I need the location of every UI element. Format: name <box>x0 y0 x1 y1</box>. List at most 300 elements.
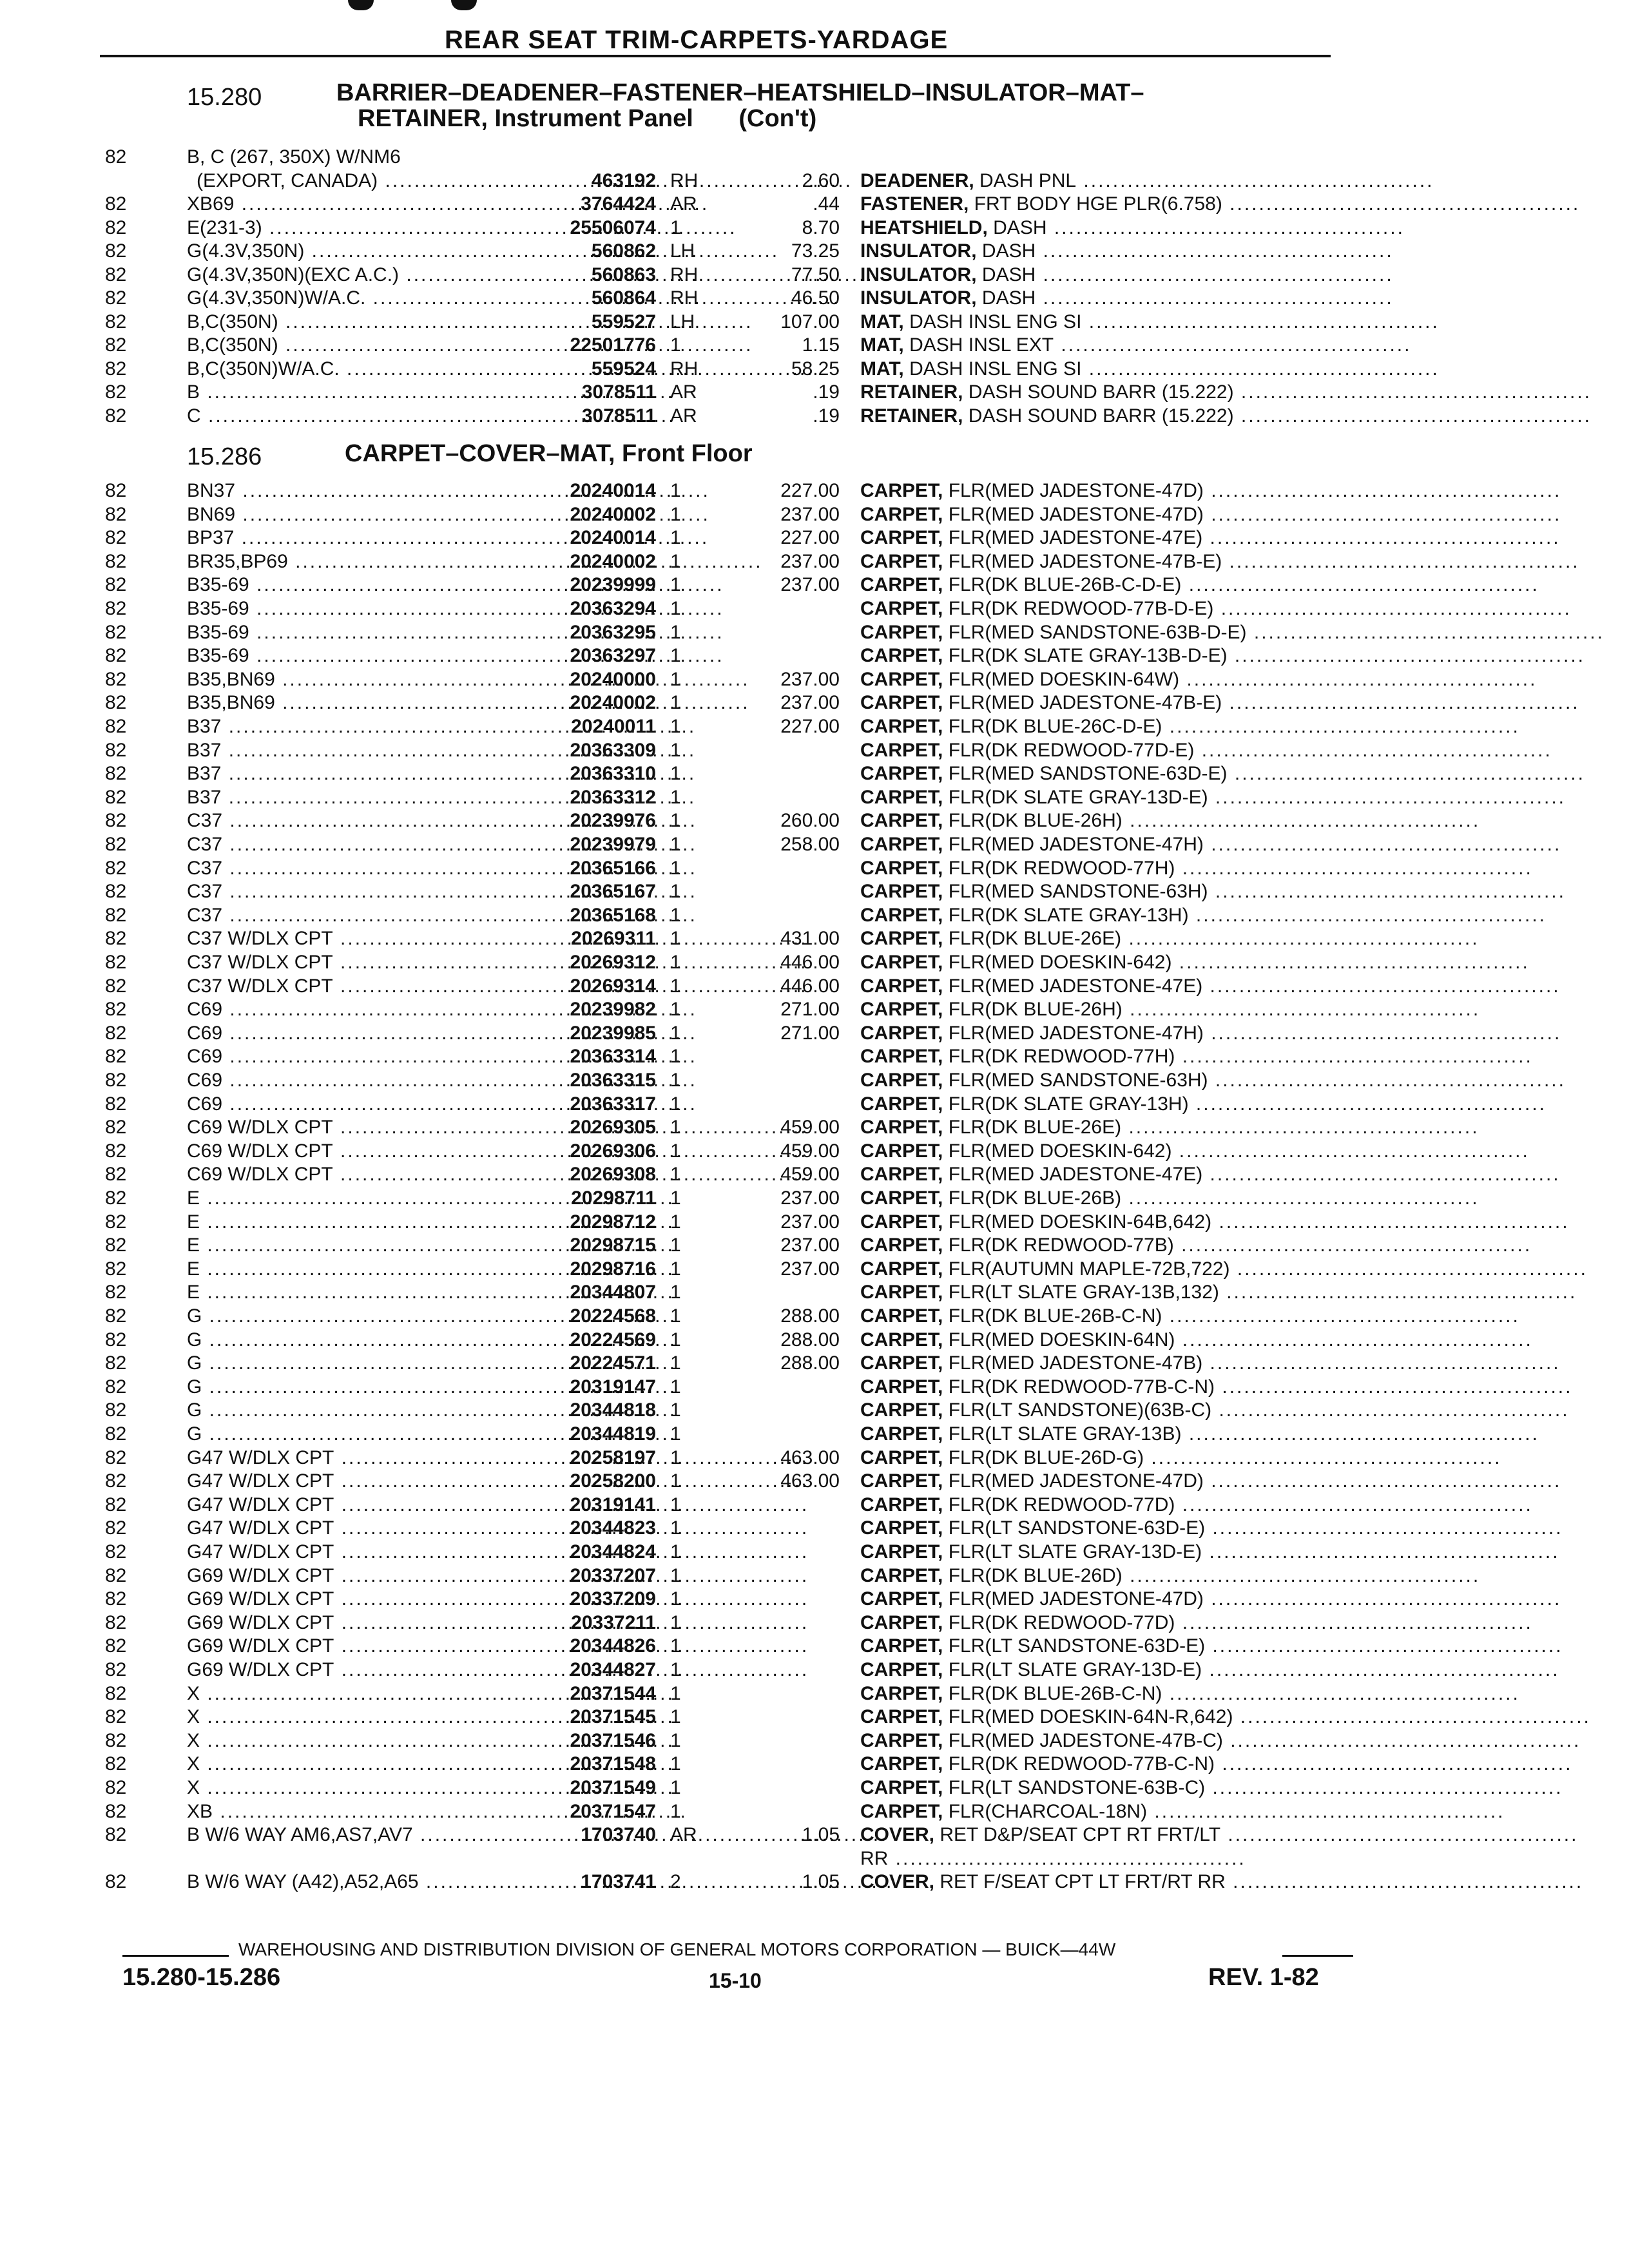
part-number: 20239999 <box>570 574 656 596</box>
model-cell <box>187 1281 528 1304</box>
table-row <box>0 1800 1629 1823</box>
item-name: CARPET, <box>860 480 943 501</box>
price: 288.00 <box>780 1352 840 1374</box>
item-description: FLR(CHARCOAL-18N) <box>948 1800 1148 1822</box>
leader-dots: ................................................ <box>1208 1070 1566 1091</box>
description-cell <box>860 1352 1561 1375</box>
model-cell <box>187 1423 528 1446</box>
leader-dots: ................................................ <box>1194 739 1552 761</box>
model-cell <box>187 1494 528 1517</box>
model-code: B37 ..... <box>187 740 696 761</box>
part-number: 20240011 <box>571 716 656 737</box>
part-number: 20240014 <box>570 480 656 501</box>
item-name: CARPET, <box>860 881 943 903</box>
table-row <box>0 1423 1629 1446</box>
part-number: 20344826 <box>570 1635 656 1657</box>
description-cell <box>860 240 1394 263</box>
page-code: 82 <box>105 193 127 215</box>
model-code: B35-69 ..... <box>187 598 724 619</box>
table-row <box>0 597 1629 620</box>
model-cell <box>187 573 528 597</box>
leader-dots: ................................................ <box>1175 1046 1533 1068</box>
item-name: CARPET, <box>860 1164 943 1186</box>
item-name: CARPET, <box>860 1777 943 1798</box>
quantity: 1 <box>670 480 681 501</box>
leader-dots: ................................................ <box>1208 881 1566 903</box>
model-code: G ..... <box>187 1399 677 1421</box>
item-name: DEADENER, <box>860 169 974 191</box>
model-cell <box>187 503 528 526</box>
section-title: BARRIER–DEADENER–FASTENER–HEATSHIELD–INSULATOR–MAT– <box>336 79 1144 106</box>
description-cell <box>860 1423 1539 1446</box>
model-cell <box>187 1800 528 1823</box>
table-row <box>0 1870 1629 1894</box>
model-cell <box>187 668 528 691</box>
description-cell <box>860 1281 1577 1304</box>
leader-dots: ................................................ <box>1181 1423 1539 1445</box>
table-row <box>0 1706 1629 1729</box>
description-cell <box>860 216 1405 240</box>
model-cell <box>187 1446 528 1470</box>
page-code: 82 <box>105 1423 127 1445</box>
model-cell <box>187 311 528 334</box>
table-row-continuation <box>0 169 1629 193</box>
leader-dots: ................................................ <box>1122 810 1481 832</box>
model-cell <box>187 1187 528 1210</box>
item-description: DASH SOUND BARR (15.222) <box>968 381 1234 403</box>
description-cell <box>860 786 1566 809</box>
model-code: B,C(350N)W/A.C. ..... <box>187 358 815 380</box>
item-name: COVER, <box>860 1871 935 1893</box>
item-description: DASH INSL ENG SI <box>909 358 1082 380</box>
table-row <box>0 573 1629 597</box>
item-description: FLR(DK REDWOOD-77B) <box>948 1235 1174 1256</box>
item-description: FLR(LT SLATE GRAY-13D-E) <box>948 1541 1202 1562</box>
part-number: 20298715 <box>570 1235 656 1256</box>
model-code: C37 ..... <box>187 905 697 926</box>
quantity: 1 <box>670 1470 681 1492</box>
model-cell <box>187 644 528 668</box>
model-code: X ..... <box>187 1777 675 1798</box>
item-name: COVER, <box>860 1824 935 1846</box>
quantity: 1 <box>670 881 681 903</box>
page-code: 82 <box>105 975 127 997</box>
table-row <box>0 1541 1629 1564</box>
model-cell <box>187 975 528 998</box>
part-number: 20298716 <box>570 1258 656 1280</box>
leader-dots: ................................................ <box>1147 1800 1505 1822</box>
item-description: FLR(DK BLUE-26E) <box>948 1117 1122 1139</box>
page-code: 82 <box>105 621 127 643</box>
quantity: 1 <box>670 928 681 950</box>
model-cell <box>187 951 528 974</box>
page-code: 82 <box>105 1117 127 1139</box>
leader-dots: ................................................ <box>1203 834 1562 855</box>
item-description: FLR(MED JADESTONE-47H) <box>948 834 1204 855</box>
description-cell <box>860 1093 1547 1116</box>
price: 8.70 <box>802 216 840 238</box>
leader-dots: ................................................ <box>1144 1446 1502 1468</box>
model-cell <box>187 1706 528 1729</box>
quantity: 1 <box>670 1800 681 1822</box>
item-description: FLR(MED DOESKIN-64W) <box>948 668 1180 690</box>
item-name: CARPET, <box>860 1800 943 1822</box>
item-description: FLR(DK BLUE-26E) <box>948 928 1122 950</box>
page-code: 82 <box>105 240 127 262</box>
item-name: INSULATOR, <box>860 240 977 262</box>
part-number: 20240000 <box>570 668 656 690</box>
quantity: 1 <box>670 574 681 596</box>
model-cell <box>187 1329 528 1352</box>
description-cell <box>860 169 1434 193</box>
quantity: 1 <box>670 1211 681 1233</box>
page-code: 82 <box>105 598 127 619</box>
part-number: 463192 <box>591 169 656 191</box>
part-number: 20363314 <box>570 1046 656 1068</box>
table-row <box>0 1517 1629 1540</box>
page-code: 82 <box>105 1187 127 1209</box>
quantity: 1 <box>670 739 681 761</box>
description-cell <box>860 1753 1573 1776</box>
page-code: 82 <box>105 645 127 667</box>
leader-dots: ................................................ <box>1227 645 1586 667</box>
quantity: 1 <box>670 1187 681 1209</box>
leader-dots: ................................................ <box>1203 503 1562 525</box>
model-code: C69 ..... <box>187 1070 697 1091</box>
quantity: RH <box>670 169 699 191</box>
page-code: 82 <box>105 146 127 168</box>
leader-dots: ................................................ <box>1202 1164 1561 1186</box>
quantity: 1 <box>670 1659 681 1680</box>
page-code: 82 <box>105 1611 127 1633</box>
table-row <box>0 1658 1629 1682</box>
part-number: 20239976 <box>570 810 656 832</box>
item-description: FLR(DK SLATE GRAY-13H) <box>948 904 1189 926</box>
item-description: FLR(MED JADESTONE-47D) <box>948 480 1204 501</box>
description-cell <box>860 573 1539 597</box>
leader-dots: ................................................ <box>1233 405 1592 427</box>
table-row <box>0 668 1629 691</box>
part-number: 20239985 <box>570 1022 656 1044</box>
model-code: C69 ..... <box>187 1093 697 1115</box>
page-code: 82 <box>105 1376 127 1398</box>
part-number: 20371546 <box>570 1729 656 1751</box>
item-name: CARPET, <box>860 1070 943 1091</box>
model-cell <box>187 1093 528 1116</box>
model-code: B35,BN69 ..... <box>187 692 750 713</box>
item-name: CARPET, <box>860 1564 943 1586</box>
leader-dots: ................................................ <box>1222 193 1581 215</box>
quantity: 1 <box>670 1046 681 1068</box>
table-row <box>0 358 1629 381</box>
model-code: B, C (267, 350X) W/NM6 <box>187 146 401 168</box>
model-code: B35,BN69 ..... <box>187 669 750 690</box>
model-cell <box>187 1399 528 1422</box>
part-number: 20344819 <box>570 1423 656 1445</box>
model-code: B37 ..... <box>187 716 696 737</box>
leader-dots: ................................................ <box>1175 1494 1533 1515</box>
item-description: DASH <box>993 216 1047 238</box>
page-code: 82 <box>105 480 127 501</box>
model-cell <box>187 1352 528 1375</box>
item-name: CARPET, <box>860 668 943 690</box>
part-number: 20269306 <box>570 1140 656 1162</box>
item-name: CARPET, <box>860 1093 943 1115</box>
description-cell <box>860 1823 1579 1847</box>
model-cell <box>187 1258 528 1281</box>
part-number: 20319147 <box>570 1376 656 1398</box>
item-name: RETAINER, <box>860 405 963 427</box>
page-code: 82 <box>105 1682 127 1704</box>
leader-dots: ................................................ <box>1162 716 1520 737</box>
description-cell <box>860 1163 1561 1186</box>
model-code: G(4.3V,350N)W/A.C. ..... <box>187 287 840 309</box>
page-code: 82 <box>105 1046 127 1068</box>
part-number: 20344824 <box>570 1541 656 1562</box>
leader-dots: ................................................ <box>1203 1022 1562 1044</box>
item-description: FLR(DK REDWOOD-77D) <box>948 1611 1175 1633</box>
section-title-cont <box>358 106 816 131</box>
price: 237.00 <box>780 1187 840 1209</box>
table-row <box>0 951 1629 974</box>
leader-dots: ................................................ <box>1121 1187 1480 1209</box>
table-row <box>0 1446 1629 1470</box>
model-code: C37 W/DLX CPT ..... <box>187 952 808 973</box>
section-title: CARPET–COVER–MAT, Front Floor <box>345 440 753 467</box>
price: 1.05 <box>802 1871 840 1893</box>
quantity: AR <box>670 1824 697 1846</box>
quantity: 1 <box>670 668 681 690</box>
leader-dots: ................................................ <box>1036 240 1394 262</box>
leader-dots: ................................................ <box>1229 1258 1588 1280</box>
item-name: CARPET, <box>860 1282 943 1303</box>
part-number: 20269314 <box>570 975 656 997</box>
page-code: 82 <box>105 1541 127 1562</box>
item-name: RETAINER, <box>860 381 963 403</box>
footer-rule <box>1282 1955 1353 1957</box>
leader-dots: ................................................ <box>1179 668 1537 690</box>
model-cell <box>187 833 528 856</box>
quantity: 1 <box>670 1494 681 1515</box>
quantity: 1 <box>670 952 681 973</box>
model-cell <box>187 1564 528 1588</box>
item-name: CARPET, <box>860 1588 943 1610</box>
model-cell <box>187 1376 528 1399</box>
part-number: 1703740 <box>581 1824 656 1846</box>
table-row <box>0 1352 1629 1375</box>
table-row <box>0 904 1629 927</box>
model-cell <box>187 621 528 644</box>
item-name: CARPET, <box>860 550 943 572</box>
part-number: 559527 <box>591 311 656 332</box>
item-description: FLR(LT SANDSTONE-63B-C) <box>948 1777 1206 1798</box>
section-number: 15.286 <box>187 443 262 470</box>
leader-dots: ................................................ <box>1181 574 1539 596</box>
leader-dots: ................................................ <box>1203 1588 1562 1610</box>
part-number: 20363309 <box>570 739 656 761</box>
item-description: FLR(MED JADESTONE-47E) <box>948 527 1203 549</box>
model-code: C69 W/DLX CPT ..... <box>187 1117 808 1138</box>
table-row <box>0 1494 1629 1517</box>
description-cell <box>860 668 1537 691</box>
model-cell <box>187 1635 528 1658</box>
description-cell <box>860 951 1530 974</box>
model-cell <box>187 1163 528 1186</box>
model-cell <box>187 1870 528 1894</box>
page-code: 82 <box>105 287 127 309</box>
quantity: RH <box>670 287 699 309</box>
quantity: 1 <box>670 598 681 619</box>
table-row <box>0 857 1629 880</box>
model-code: B37 ..... <box>187 763 696 784</box>
description-cell <box>860 1258 1588 1281</box>
leader-dots: ................................................ <box>1162 1682 1520 1704</box>
leader-dots: ................................................ <box>1246 621 1605 643</box>
quantity: 1 <box>670 1093 681 1115</box>
item-name: CARPET, <box>860 645 943 667</box>
description-cell <box>860 880 1566 903</box>
description-cell <box>860 503 1562 526</box>
part-number: 20239982 <box>570 999 656 1021</box>
item-description: FLR(LT SLATE GRAY-13B,132) <box>948 1282 1219 1303</box>
part-number: 20363317 <box>570 1093 656 1115</box>
item-name: MAT, <box>860 311 904 332</box>
page-code: 82 <box>105 952 127 973</box>
model-cell <box>187 857 528 880</box>
page-header-title: REAR SEAT TRIM-CARPETS-YARDAGE <box>445 26 949 54</box>
quantity: 1 <box>670 904 681 926</box>
description-cell <box>860 550 1580 573</box>
leader-dots: ................................................ <box>1233 381 1592 403</box>
table-row-continuation <box>0 1847 1629 1870</box>
model-code: E ..... <box>187 1258 675 1280</box>
table-row <box>0 381 1629 404</box>
part-number: 20337207 <box>570 1564 656 1586</box>
page-code: 82 <box>105 1517 127 1539</box>
leader-dots: ................................................ <box>1121 928 1480 950</box>
item-name: CARPET, <box>860 1729 943 1751</box>
quantity: 1 <box>670 1235 681 1256</box>
part-number: 20363294 <box>570 598 656 619</box>
page-code: 82 <box>105 1446 127 1468</box>
quantity: 1 <box>670 810 681 832</box>
page-code: 82 <box>105 264 127 285</box>
price: 58.25 <box>791 358 840 380</box>
section-title-line2: RETAINER, Instrument Panel <box>358 105 693 132</box>
model-cell <box>187 1470 528 1493</box>
item-name: CARPET, <box>860 834 943 855</box>
description-cell <box>860 1729 1581 1753</box>
page-code: 82 <box>105 1352 127 1374</box>
table-row <box>0 1140 1629 1163</box>
leader-dots: ................................................ <box>1173 1235 1532 1256</box>
quantity: 1 <box>670 1753 681 1775</box>
description-cell <box>860 264 1394 287</box>
model-code: XB ..... <box>187 1801 688 1822</box>
description-cell <box>860 1800 1505 1823</box>
item-name: CARPET, <box>860 1376 943 1398</box>
part-number: 20269312 <box>570 952 656 973</box>
leader-dots: ................................................ <box>1036 264 1394 285</box>
leader-dots: ................................................ <box>1188 904 1547 926</box>
description-cell <box>860 597 1572 620</box>
table-row <box>0 1635 1629 1658</box>
table-row <box>0 1399 1629 1422</box>
table-row <box>0 287 1629 310</box>
description-cell <box>860 1116 1480 1139</box>
page-code: 82 <box>105 216 127 238</box>
description-cell <box>860 1847 1337 1870</box>
description-cell <box>860 998 1481 1021</box>
table-row <box>0 1376 1629 1399</box>
description-cell <box>860 1517 1563 1540</box>
model-cell <box>187 405 528 428</box>
price: 237.00 <box>780 503 840 525</box>
price: 446.00 <box>780 952 840 973</box>
page-code: 82 <box>105 1777 127 1798</box>
page-code: 82 <box>105 527 127 549</box>
model-cell <box>187 1588 528 1611</box>
item-description: FLR(DK REDWOOD-77B-C-N) <box>948 1376 1215 1398</box>
part-number: 559524 <box>591 358 656 380</box>
quantity: 1 <box>670 1706 681 1728</box>
part-number: 20371547 <box>570 1800 656 1822</box>
quantity: AR <box>670 193 697 215</box>
quantity: 1 <box>670 1635 681 1657</box>
footer-revision: REV. 1-82 <box>1208 1964 1319 1991</box>
part-number: 20363315 <box>570 1070 656 1091</box>
table-row <box>0 1470 1629 1493</box>
part-number: 20337209 <box>570 1588 656 1610</box>
leader-dots: ................................................ <box>1081 358 1440 380</box>
price: 227.00 <box>780 527 840 549</box>
part-number: 20363297 <box>570 645 656 667</box>
page-code: 82 <box>105 857 127 879</box>
table-row <box>0 1022 1629 1045</box>
description-cell <box>860 479 1562 503</box>
leader-dots: ................................................ <box>1202 527 1561 549</box>
quantity: 1 <box>670 1282 681 1303</box>
description-cell <box>860 1376 1573 1399</box>
item-description: FLR(MED DOESKIN-642) <box>948 952 1172 973</box>
item-description: DASH SOUND BARR (15.222) <box>968 405 1234 427</box>
part-number: 25506074 <box>570 216 656 238</box>
model-code: B37 ..... <box>187 787 696 808</box>
leader-dots: ................................................ <box>1054 334 1412 356</box>
price: .19 <box>813 381 840 403</box>
table-row <box>0 1069 1629 1092</box>
item-name: MAT, <box>860 358 904 380</box>
model-code: X ..... <box>187 1753 675 1774</box>
model-cell <box>187 1611 528 1635</box>
page-code: 82 <box>105 1305 127 1327</box>
table-row <box>0 405 1629 428</box>
model-code: B35-69 ..... <box>187 574 724 595</box>
item-description: FLR(MED SANDSTONE-63H) <box>948 881 1208 903</box>
page-code: 82 <box>105 503 127 525</box>
leader-dots: ................................................ <box>1202 1541 1560 1562</box>
model-cell <box>187 287 528 310</box>
quantity: 1 <box>670 550 681 572</box>
description-cell <box>860 311 1440 334</box>
quantity: 1 <box>670 1517 681 1539</box>
model-code: BN69 ..... <box>187 504 710 525</box>
part-number: 20298711 <box>571 1187 656 1209</box>
model-code: C37 ..... <box>187 881 697 902</box>
model-cell <box>187 1541 528 1564</box>
table-row <box>0 1564 1629 1588</box>
item-description: DASH PNL <box>979 169 1077 191</box>
